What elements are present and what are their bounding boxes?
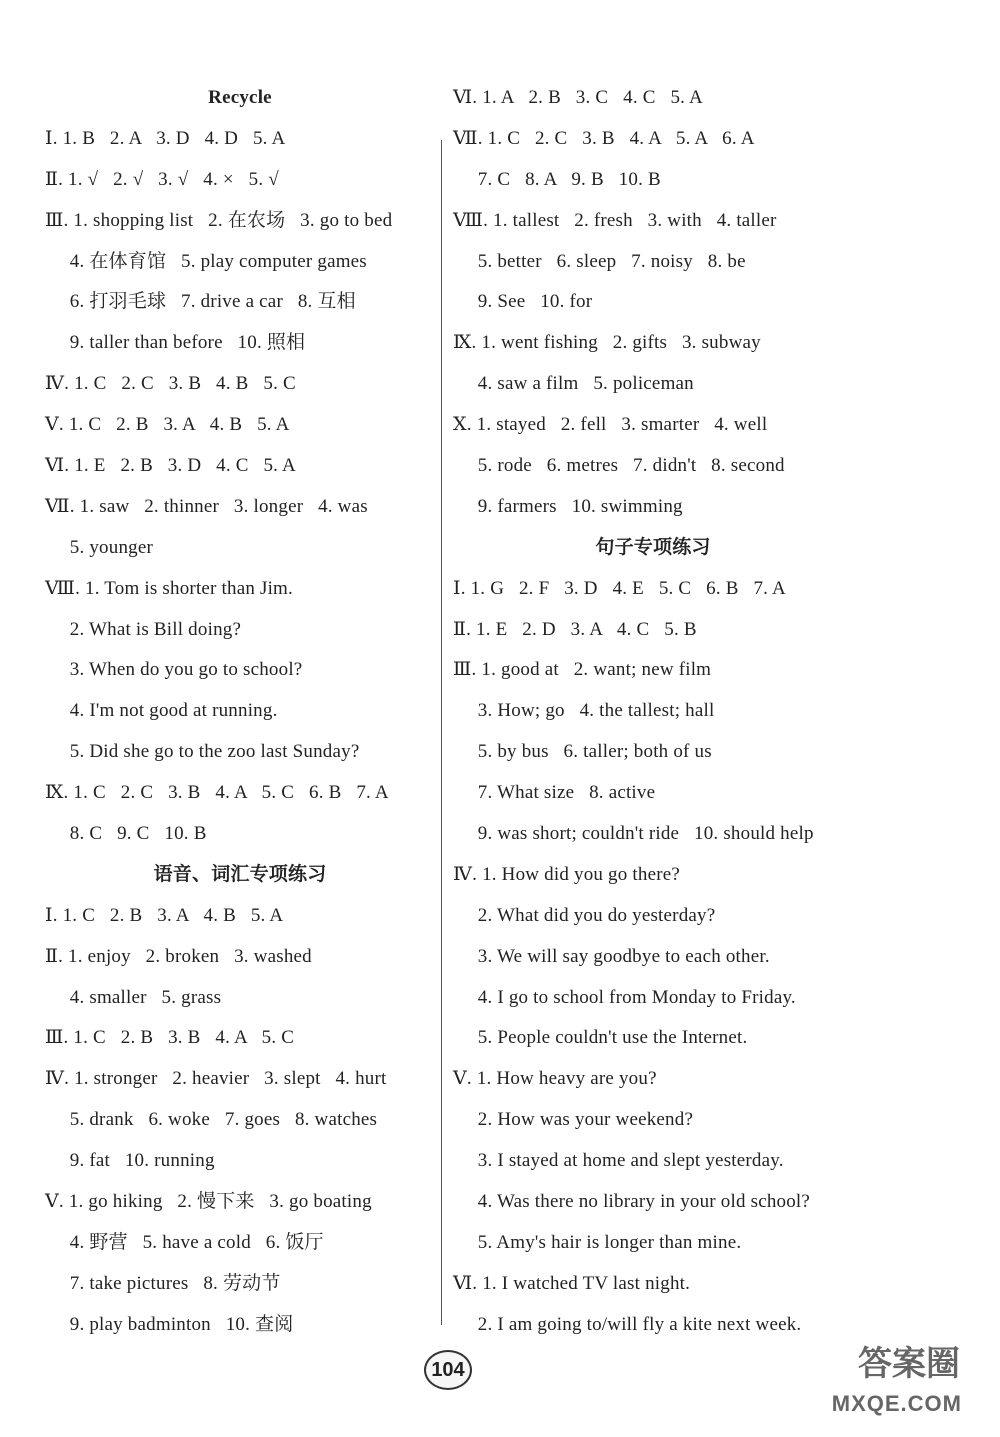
- answer-line: Ⅳ. 1. stronger 2. heavier 3. slept 4. hurt: [45, 1068, 387, 1090]
- answer-line: 3. How; go 4. the tallest; hall: [453, 700, 715, 722]
- answer-line: 9. farmers 10. swimming: [453, 495, 683, 517]
- answer-line: Ⅰ. 1. C 2. B 3. A 4. B 5. A: [45, 904, 284, 926]
- answer-line: 6. 打羽毛球 7. drive a car 8. 互相: [45, 291, 356, 313]
- answer-line: Ⅲ. 1. shopping list 2. 在农场 3. go to bed: [45, 209, 393, 231]
- answer-line: 4. I go to school from Monday to Friday.: [453, 986, 796, 1008]
- answer-line: 5. Did she go to the zoo last Sunday?: [45, 741, 360, 763]
- answer-line: Ⅴ. 1. How heavy are you?: [453, 1068, 657, 1090]
- answer-line: 4. 在体育馆 5. play computer games: [45, 250, 367, 272]
- answer-line: 2. I am going to/will fly a kite next week.: [453, 1313, 802, 1335]
- answer-line: Ⅸ. 1. went fishing 2. gifts 3. subway: [453, 332, 761, 354]
- section-title: 语音、词汇专项练习: [153, 863, 327, 885]
- answer-line: 9. fat 10. running: [45, 1150, 215, 1172]
- answer-line: Ⅷ. 1. Tom is shorter than Jim.: [45, 577, 293, 599]
- answer-line: 4. 野营 5. have a cold 6. 饭厅: [45, 1231, 324, 1253]
- answer-line: 4. Was there no library in your old school?: [453, 1191, 811, 1213]
- answer-line: 7. take pictures 8. 劳动节: [45, 1272, 281, 1294]
- left-column: [45, 78, 435, 1346]
- answer-line: 3. We will say goodbye to each other.: [453, 945, 770, 967]
- answer-line: 3. I stayed at home and slept yesterday.: [453, 1150, 784, 1172]
- answer-line: 8. C 9. C 10. B: [45, 823, 207, 845]
- answer-line: 5. People couldn't use the Internet.: [453, 1027, 748, 1049]
- watermark-en: MXQE.COM: [831, 1391, 962, 1416]
- answer-line: 5. drank 6. woke 7. goes 8. watches: [45, 1109, 378, 1131]
- answer-line: Ⅰ. 1. G 2. F 3. D 4. E 5. C 6. B 7. A: [453, 577, 786, 599]
- answer-line: Ⅲ. 1. C 2. B 3. B 4. A 5. C: [45, 1027, 295, 1049]
- answer-line: Ⅱ. 1. enjoy 2. broken 3. washed: [45, 945, 312, 967]
- answer-line: Ⅳ. 1. How did you go there?: [453, 863, 681, 885]
- answer-line: 9. See 10. for: [453, 291, 593, 313]
- answer-line: 5. younger: [45, 536, 154, 558]
- answer-line: 7. C 8. A 9. B 10. B: [453, 168, 661, 190]
- answer-line: Ⅳ. 1. C 2. C 3. B 4. B 5. C: [45, 373, 296, 395]
- answer-line: Ⅴ. 1. C 2. B 3. A 4. B 5. A: [45, 414, 290, 436]
- answer-line: 2. What did you do yesterday?: [453, 904, 716, 926]
- answer-line: 4. smaller 5. grass: [45, 986, 222, 1008]
- answer-line: 9. taller than before 10. 照相: [45, 332, 306, 354]
- answer-line: Ⅱ. 1. √ 2. √ 3. √ 4. × 5. √: [45, 168, 279, 190]
- section-title: Recycle: [208, 87, 272, 108]
- answer-line: Ⅴ. 1. go hiking 2. 慢下来 3. go boating: [45, 1191, 372, 1213]
- answer-line: 5. by bus 6. taller; both of us: [453, 741, 712, 763]
- answer-line: Ⅶ. 1. saw 2. thinner 3. longer 4. was: [45, 495, 368, 517]
- section-title: 句子专项练习: [595, 536, 711, 558]
- answer-line: 3. When do you go to school?: [45, 659, 303, 681]
- answer-line: Ⅲ. 1. good at 2. want; new film: [453, 659, 712, 681]
- answer-line: Ⅱ. 1. E 2. D 3. A 4. C 5. B: [453, 618, 697, 640]
- answer-line: Ⅷ. 1. tallest 2. fresh 3. with 4. taller: [453, 209, 777, 231]
- answer-line: Ⅰ. 1. B 2. A 3. D 4. D 5. A: [45, 127, 286, 149]
- answer-line: 5. better 6. sleep 7. noisy 8. be: [453, 250, 746, 272]
- answer-line: 4. I'm not good at running.: [45, 700, 278, 722]
- answer-line: Ⅵ. 1. E 2. B 3. D 4. C 5. A: [45, 455, 296, 477]
- page-number: 104: [424, 1350, 472, 1390]
- answer-line: 2. What is Bill doing?: [45, 618, 242, 640]
- answer-line: 5. Amy's hair is longer than mine.: [453, 1231, 742, 1253]
- answer-line: 2. How was your weekend?: [453, 1109, 694, 1131]
- answer-line: Ⅹ. 1. stayed 2. fell 3. smarter 4. well: [453, 414, 768, 436]
- answer-line: Ⅶ. 1. C 2. C 3. B 4. A 5. A 6. A: [453, 127, 755, 149]
- answer-line: Ⅸ. 1. C 2. C 3. B 4. A 5. C 6. B 7. A: [45, 782, 389, 804]
- answer-line: Ⅵ. 1. I watched TV last night.: [453, 1272, 691, 1294]
- answer-line: 7. What size 8. active: [453, 782, 656, 804]
- answer-line: 4. saw a film 5. policeman: [453, 373, 694, 395]
- answer-line: Ⅵ. 1. A 2. B 3. C 4. C 5. A: [453, 87, 703, 108]
- right-column: [453, 78, 853, 1346]
- answer-line: 9. play badminton 10. 查阅: [45, 1313, 294, 1335]
- answer-line: 5. rode 6. metres 7. didn't 8. second: [453, 455, 785, 477]
- watermark-cn: 答案圈: [858, 1344, 960, 1384]
- answer-line: 9. was short; couldn't ride 10. should help: [453, 823, 814, 845]
- column-divider: [441, 140, 442, 1325]
